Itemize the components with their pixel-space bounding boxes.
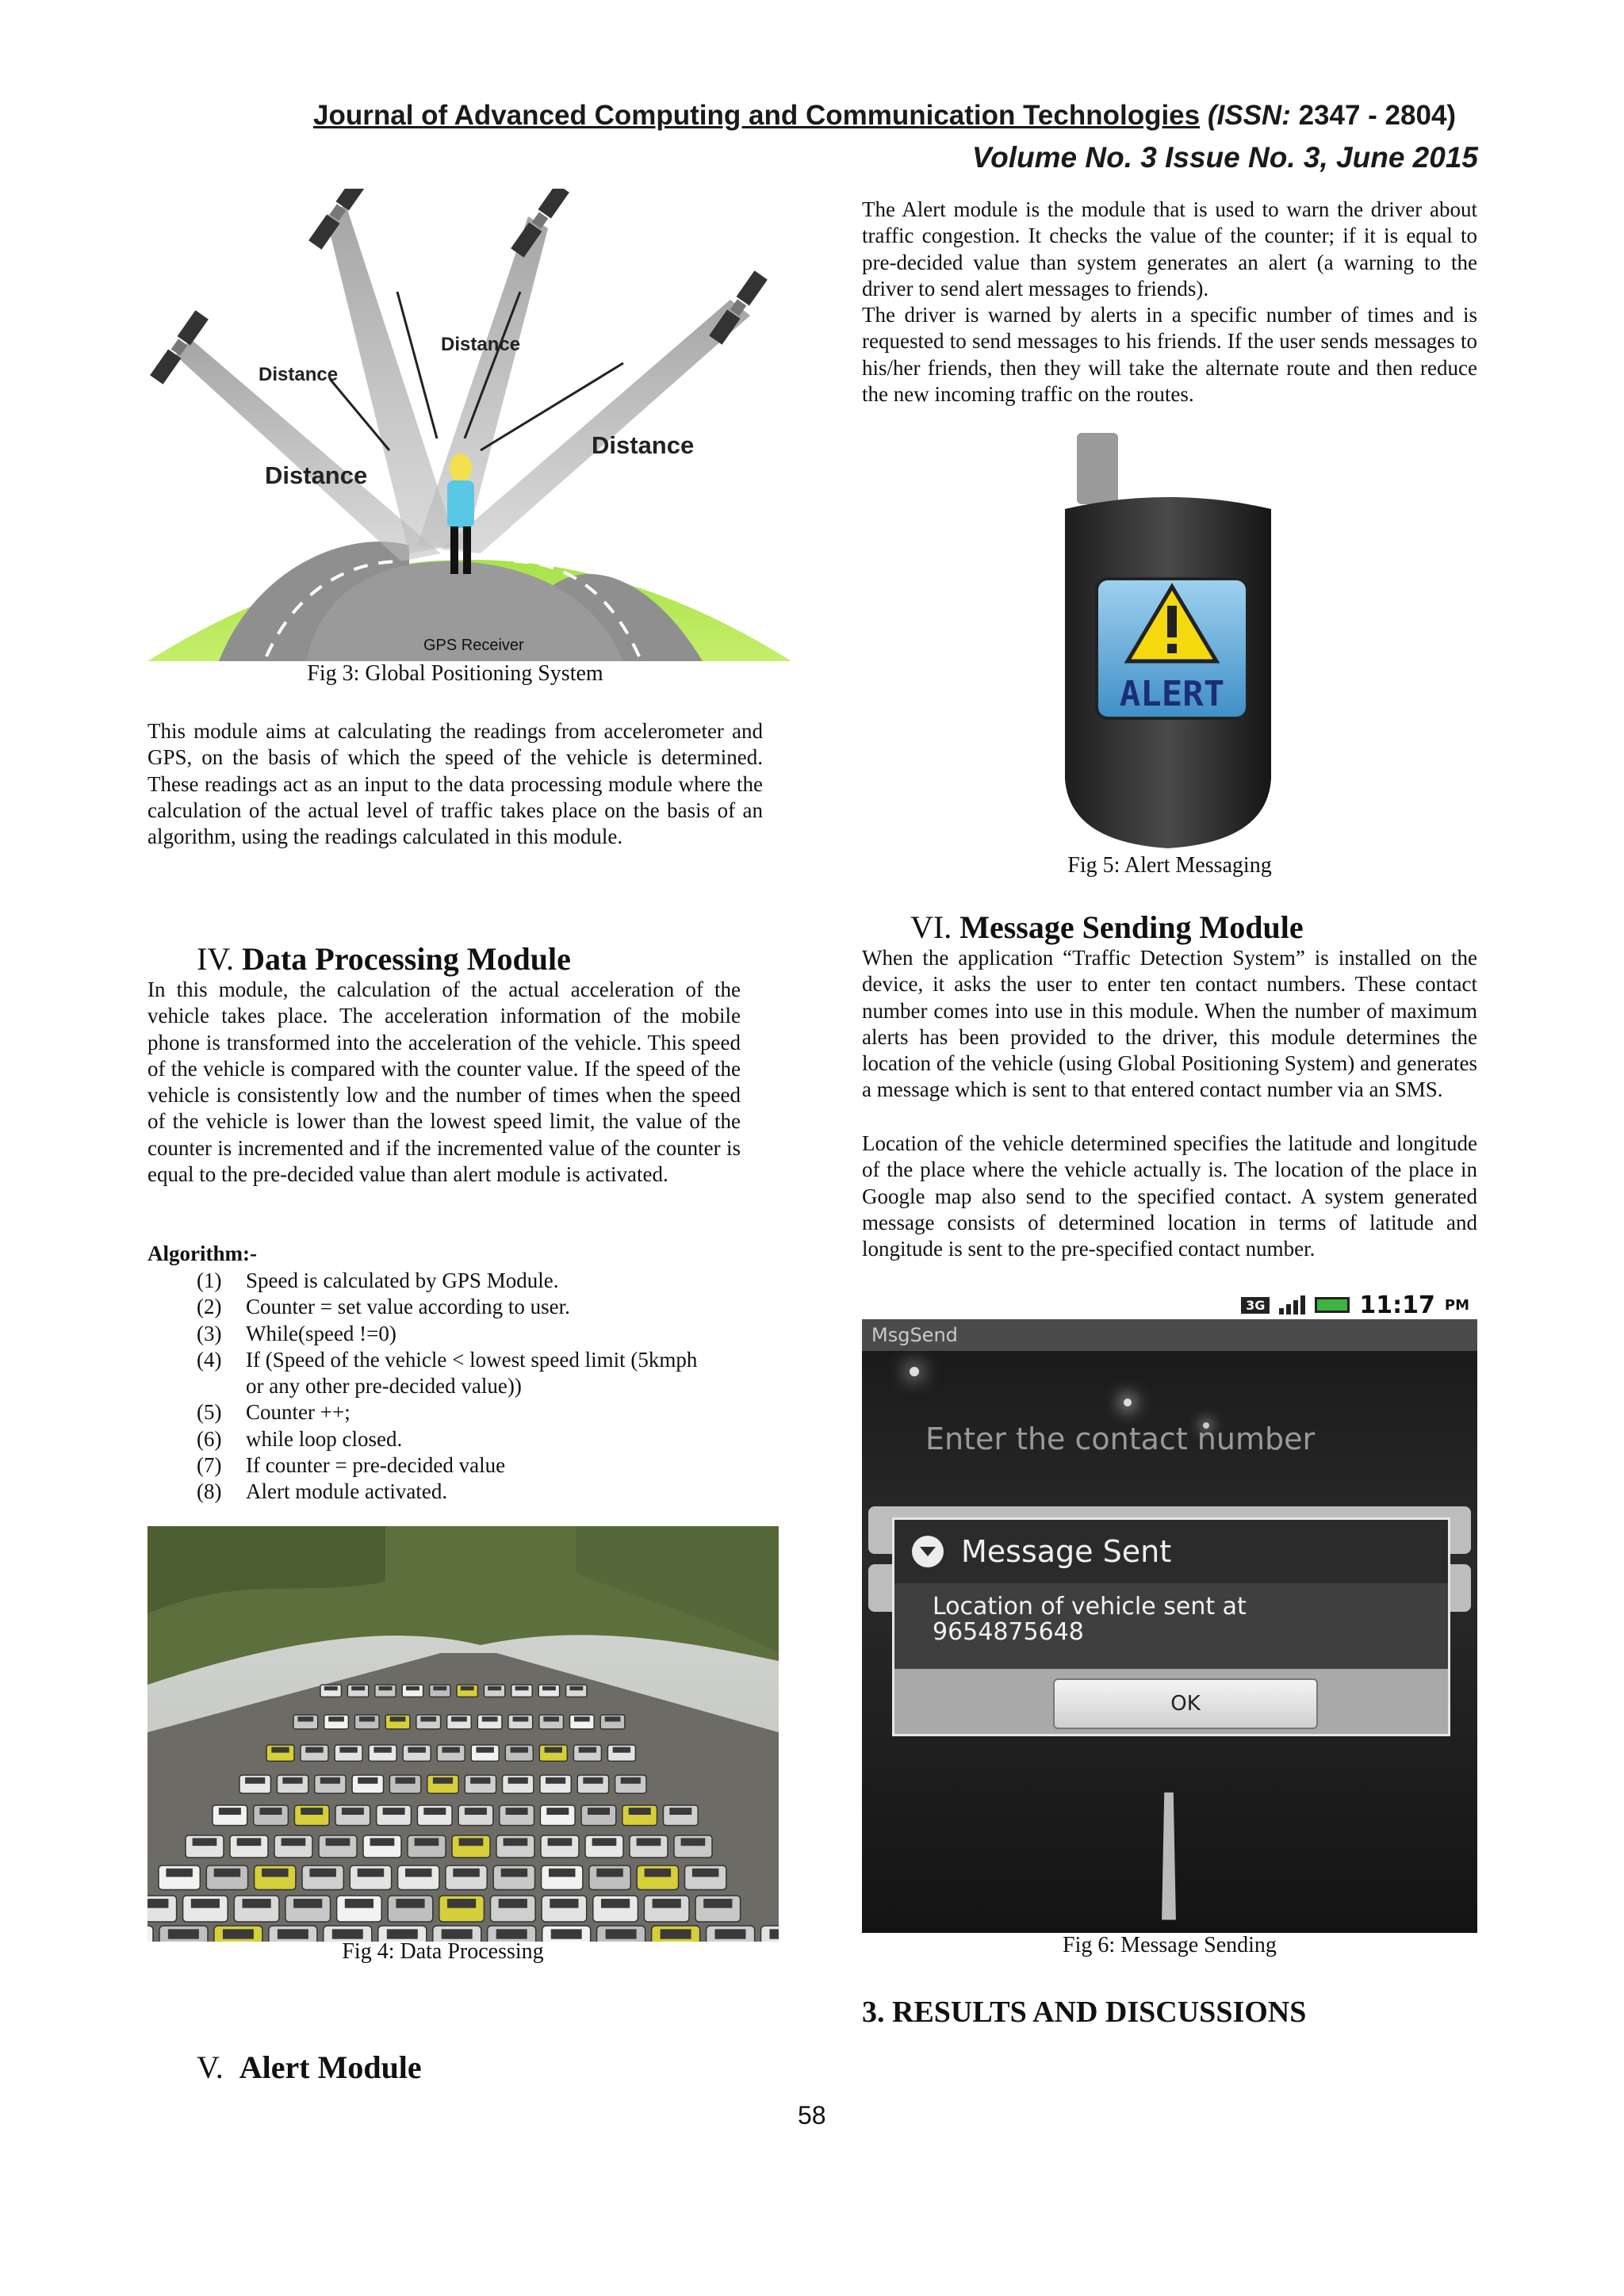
car-window <box>342 1808 364 1815</box>
section-vi-number: VI. <box>910 909 952 945</box>
issn-label: (ISSN: <box>1207 100 1291 131</box>
car-window <box>482 1716 498 1721</box>
car-window <box>420 1716 436 1721</box>
algorithm-step: (2) Counter = set value according to user. <box>197 1295 570 1319</box>
alert-screen-text: ALERT <box>1119 674 1225 714</box>
battery-icon <box>1315 1297 1350 1313</box>
car-window <box>373 1747 391 1753</box>
car-window <box>328 1716 344 1721</box>
algorithm-step: (6) while loop closed. <box>197 1426 403 1451</box>
section-vi-heading <box>910 909 1304 946</box>
car-window <box>596 1869 623 1877</box>
car-window <box>278 1929 308 1938</box>
car-window <box>501 1869 528 1877</box>
car-window <box>237 1838 262 1846</box>
car-window <box>442 1747 460 1753</box>
results-heading: 3. RESULTS AND DISCUSSIONS <box>862 1996 1307 2029</box>
car-window <box>383 1808 405 1815</box>
car-window <box>715 1929 746 1938</box>
alert-paragraph-1: The Alert module is the module that is used to warn the driver about traffic congestion. It checks the value of the counter; if it is equal to pre-decided value than system generates an alert (a warning to the driver to send alert messages to friends). <box>862 197 1477 300</box>
fig3-gps-illustration <box>147 189 791 661</box>
car-window <box>546 1777 565 1784</box>
car-window <box>345 1899 373 1908</box>
car-window <box>549 1869 576 1877</box>
car-window <box>405 1869 432 1877</box>
dialog-title: Message Sent <box>961 1534 1172 1569</box>
journal-volume: Volume No. 3 Issue No. 3, June 2015 <box>971 141 1478 174</box>
car-window <box>470 1777 490 1784</box>
car-window <box>477 1747 494 1753</box>
car-window <box>515 1686 529 1690</box>
car-window <box>415 1838 439 1846</box>
algorithm-title: Algorithm:- <box>147 1242 257 1265</box>
car-window <box>588 1808 610 1815</box>
car-window <box>320 1777 340 1784</box>
car-window <box>359 1716 375 1721</box>
car-window <box>223 1929 254 1938</box>
car-window <box>511 1747 528 1753</box>
car-window <box>548 1838 573 1846</box>
algorithm-step: (4) If (Speed of the vehicle < lowest speed limit (5kmph or any other pre-decided value)) <box>197 1347 698 1399</box>
car-window <box>692 1869 719 1877</box>
car-window <box>245 1777 265 1784</box>
car-window <box>390 1716 406 1721</box>
car-window <box>550 1899 578 1908</box>
car-window <box>166 1869 193 1877</box>
dialog-body <box>894 1583 1448 1669</box>
section-v-heading <box>197 2049 422 2086</box>
car-window <box>423 1808 446 1815</box>
car-window <box>358 1777 377 1784</box>
car-window <box>433 1777 453 1784</box>
car-window <box>168 1929 199 1938</box>
car-window <box>653 1899 681 1908</box>
car-window <box>358 1869 385 1877</box>
contact-input-hint: Enter the contact number <box>925 1422 1316 1456</box>
car-window <box>488 1686 501 1690</box>
car-window <box>504 1838 528 1846</box>
car-window <box>453 1869 480 1877</box>
section-iv-paragraph: In this module, the calculation of the actual acceleration of the vehicle takes place. The acceleration information of the mobile phone is transformed into the acceleration of the vehicle. This speed of the vehicle is compared with the counter value. If the speed of the vehicle is consistently low and the number of times when the speed of the vehicle is lower than the lowest speed limit, the value of the counter is incremented and if the incremented value of the counter is equal to the pre-decided value than alert module is activated. <box>147 978 741 1187</box>
network-3g-icon: 3G <box>1241 1297 1270 1314</box>
dialog-button-bar <box>894 1669 1448 1734</box>
car-window <box>770 1929 779 1938</box>
car-window <box>282 1838 306 1846</box>
car-window <box>513 1716 529 1721</box>
fig6-phone-screenshot <box>862 1291 1477 1933</box>
car-window <box>508 1777 528 1784</box>
section-vi-paragraph-1: When the application “Traffic Detection System” is installed on the device, it asks the user to enter ten contact numbers. These contact number comes into use in this module. When the number of maximum alerts has been provided to the driver, this module determines the location of the vehicle (using Global Positioning System) and generates a message which is sent to that entered contact number via an SMS. <box>862 946 1477 1102</box>
car-window <box>147 1899 168 1908</box>
car-window <box>219 1808 241 1815</box>
car-window <box>543 1716 559 1721</box>
car-window <box>293 1899 322 1908</box>
car-window <box>408 1747 426 1753</box>
car-window <box>309 1869 336 1877</box>
car-window <box>645 1869 672 1877</box>
fig5-caption: Fig 5: Alert Messaging <box>1067 853 1272 878</box>
car-window <box>271 1747 289 1753</box>
alert-paragraph-2: The driver is warned by alerts in a specific number of times and is requested to send messages to his friends. If the user sends messages to his/her friends, then they will take the alternate route and then reduce the new incoming traffic on the routes. <box>862 303 1477 406</box>
car-window <box>214 1869 241 1877</box>
section-vi-paragraph-2: Location of the vehicle determined specifies the latitude and longitude of the place where the vehicle actually is. The location of the place in Google map also send to the specified contact. A system generated message consists of determined location in terms of latitude and longitude is sent to the pre-specified contact number. <box>862 1131 1477 1261</box>
car-window <box>433 1686 446 1690</box>
car-window <box>583 1777 603 1784</box>
section-v-number: V. <box>197 2049 224 2085</box>
fig3-caption: Fig 3: Global Positioning System <box>307 661 603 686</box>
car-window <box>396 1777 416 1784</box>
car-window <box>499 1899 527 1908</box>
left-intro-paragraph: This module aims at calculating the readings from accelerometer and GPS, on the basis of which the speed of the vehicle is determined. These readings act as an input to the data processing module where the calculation of the actual level of traffic takes place on the basis of an algorithm, using the readings calculated in this module. <box>147 719 763 849</box>
car-window <box>506 1808 528 1815</box>
dialog-header <box>894 1520 1448 1583</box>
issn-number: 2347 - 2804) <box>1298 100 1457 131</box>
algorithm-steps <box>197 1268 720 1506</box>
car-window <box>542 1686 556 1690</box>
car-window <box>669 1808 691 1815</box>
fig4-caption: Fig 4: Data Processing <box>342 1939 544 1964</box>
dropdown-circle-icon <box>912 1536 944 1567</box>
distance-label: Distance <box>441 334 521 355</box>
car-window <box>332 1929 363 1938</box>
car-window <box>447 1899 476 1908</box>
algorithm-step: (7) If counter = pre-decided value <box>197 1453 506 1478</box>
section-vi-title: Message Sending Module <box>959 909 1304 945</box>
car-window <box>282 1777 302 1784</box>
car-window <box>459 1838 484 1846</box>
car-window <box>496 1929 527 1938</box>
journal-header <box>313 100 1456 132</box>
car-window <box>703 1899 732 1908</box>
car-window <box>442 1929 473 1938</box>
dialog-phone-number: 9654875648 <box>933 1618 1084 1646</box>
distance-label: Distance <box>592 431 695 459</box>
phone-antenna <box>1077 433 1118 504</box>
message-sent-dialog <box>892 1517 1450 1736</box>
status-ampm: PM <box>1444 1296 1469 1314</box>
car-window <box>574 1716 590 1721</box>
fig5-alert-phone <box>1053 430 1283 851</box>
section-iv-heading <box>197 940 571 978</box>
car-window <box>339 1747 357 1753</box>
app-title-bar: MsgSend <box>862 1319 1477 1351</box>
car-window <box>551 1929 582 1938</box>
car-window <box>262 1869 289 1877</box>
car-window <box>305 1747 323 1753</box>
signal-icon <box>1279 1295 1305 1314</box>
car-window <box>193 1838 217 1846</box>
car-window <box>387 1929 418 1938</box>
algorithm-step: (5) Counter ++; <box>197 1400 350 1425</box>
car-window <box>298 1716 314 1721</box>
car-window <box>613 1747 630 1753</box>
fig6-caption: Fig 6: Message Sending <box>1063 1933 1277 1957</box>
car-window <box>569 1686 583 1690</box>
journal-name: Journal of Advanced Computing and Communication Technologies <box>313 100 1201 131</box>
section-iv-number: IV. <box>197 941 235 977</box>
car-window <box>351 1686 365 1690</box>
algorithm-step: (1) Speed is calculated by GPS Module. <box>197 1269 559 1292</box>
car-window <box>592 1838 617 1846</box>
car-window <box>601 1899 630 1908</box>
car-window <box>661 1929 691 1938</box>
car-window <box>465 1808 487 1815</box>
car-window <box>681 1838 706 1846</box>
fig4-traffic-photo <box>147 1526 779 1942</box>
car-window <box>621 1777 641 1784</box>
section-v-title: Alert Module <box>239 2049 422 2085</box>
car-window <box>326 1838 350 1846</box>
dialog-message: Location of vehicle sent at <box>933 1593 1247 1621</box>
car-window <box>629 1808 651 1815</box>
car-window <box>406 1686 419 1690</box>
car-window <box>545 1747 562 1753</box>
car-window <box>546 1808 569 1815</box>
car-window <box>579 1747 596 1753</box>
car-window <box>324 1686 338 1690</box>
car-window <box>243 1899 271 1908</box>
page-number: 58 <box>798 2101 826 2130</box>
car-window <box>370 1838 395 1846</box>
car-window <box>191 1899 220 1908</box>
status-time: 11:17 <box>1359 1291 1435 1319</box>
car-window <box>606 1929 637 1938</box>
distance-label: Distance <box>265 461 368 489</box>
gps-receiver-label: GPS Receiver <box>423 637 524 654</box>
car-window <box>260 1808 282 1815</box>
algorithm-step: (8) Alert module activated. <box>197 1479 448 1504</box>
car-window <box>451 1716 467 1721</box>
distance-label: Distance <box>259 364 339 385</box>
algorithm-step: (3) While(speed !=0) <box>197 1321 396 1345</box>
car-window <box>301 1808 323 1815</box>
car-window <box>461 1686 474 1690</box>
ok-button[interactable]: OK <box>1053 1678 1318 1729</box>
status-bar <box>862 1291 1477 1319</box>
car-window <box>605 1716 621 1721</box>
car-window <box>396 1899 424 1908</box>
car-window <box>637 1838 661 1846</box>
section-iv-title: Data Processing Module <box>242 941 571 977</box>
car-window <box>379 1686 393 1690</box>
